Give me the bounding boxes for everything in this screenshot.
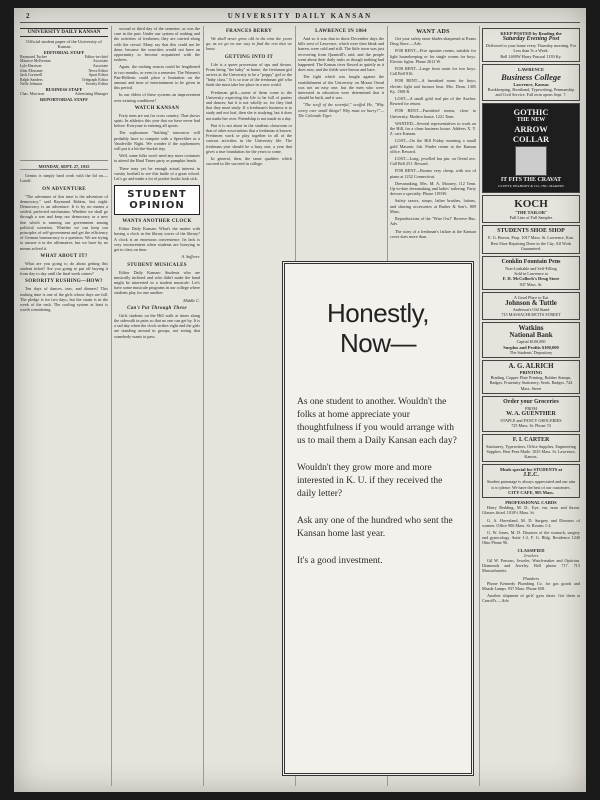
getting-text-2: Freshman girls—some of them come to the University expecting the life to be full of parties and dances; but it is not wholly so, for they find that they must study. If a freshman's business is to study and not loaf, then she is studying, but it does not make her over. Friendship is not made in a day.: [206, 89, 292, 121]
rushing-text-3: In our eldest of these systems an improvement over existing conditions?: [114, 92, 200, 103]
collar-illustration: [515, 146, 547, 176]
want-ad-item: FOR RENT—Five upstairs rooms, suitable for light housekeeping or for single rooms for boys. Electric lights. Phone 2612 W.: [390, 48, 476, 64]
musicale-text: Editor Daily Kansan: Students who are musically inclined and who didn't make the band might be interested in a student musicale. Let's have some musicale programs in our college where students play for one another.: [114, 269, 200, 296]
sophomore-text: The sophomore "Snifting" tomorrow will probably have to compete with a Speechlier or a Vaudeville Night. We wonder if the sophomores will put it a hit-the-bucket trip.: [114, 130, 200, 152]
column-1: [20, 26, 108, 786]
staff-role: Associate: [92, 59, 108, 64]
staff-role: Sport Editor: [88, 73, 108, 78]
eat-heading: A Good Place to Eat: [513, 294, 549, 300]
editorial-staff-heading: EDITORIAL STAFF: [43, 49, 85, 55]
arrow-collar-ad: [482, 103, 580, 193]
meals-heading: Meals special for STUDENTS at: [499, 467, 563, 473]
clock-signature: A. Sufferer.: [181, 254, 200, 260]
professional-card: G. A. Haverland, M. D. Surgery and Diseases of women. Office 906 Mass. St. Rooms 1-2.: [482, 517, 580, 528]
watkins-bank-ad: [482, 322, 580, 358]
staff-name: Maurice McKernan: [20, 59, 51, 64]
what-about-text: What are you going to do about getting this student ticket? Are you going to put off buying it from day to day until the final week comes?: [20, 260, 108, 277]
paper-subtitle: Official student paper of the University of Kansas: [26, 39, 102, 50]
cant-heading: Can't Put Through These: [127, 305, 187, 311]
clock-text: Editor Daily Kansan: What's the matter with having a clock in the library tower of the library? A clock is an enormous convenience. Its lack is very inconvenient when students are hurrying to get to class on time.: [114, 226, 200, 253]
eat-name: Johnson & Tuttle: [505, 299, 557, 308]
collar-line-4: COLLAR: [512, 133, 550, 144]
watch-kansan-heading: WATCH KANSAN: [134, 105, 180, 111]
student-opinion-line1: STUDENT: [127, 189, 187, 201]
alrich-heading: A. G. ALRICH: [508, 362, 554, 371]
want-ad-item: Reproductions of the "Wise Owl" Reserve Bus. Adv.: [390, 216, 476, 227]
koch-sub: "THE TAILOR": [514, 210, 548, 216]
shoe-shop-text: E. G. Brown, Prop. 1017 Mass. St. Lawrence, Kan. Best Shoe Repairing Done in the City. All Work Guaranteed.: [488, 235, 574, 251]
koch-sub-2: Full Line of Fall Samples: [509, 215, 553, 221]
staff-name: Raymond Tucker: [20, 54, 47, 59]
football-text: There may yet be enough actual interest in varsity football to see this battle of a great school. Let's go and make a lot of pocket books look sick.: [114, 165, 200, 182]
staff-name: Nelle Johnson: [20, 82, 43, 87]
collar-maker: CLUETT, PEABODY & CO., INC. MAKERS: [498, 183, 564, 188]
ad-paragraph-2: Wouldn't they grow more and more interested in K. U. if they received the daily letter?: [297, 463, 443, 499]
conklin-store: F. D. McColloch's Drug Store: [502, 276, 560, 282]
watkins-surplus: Surplus and Profits $100,000: [503, 344, 559, 350]
hard-times-text: Well, some folks won't need any more costumes to attend the Hard Times party as pumpkin heads.: [114, 153, 200, 164]
ad-title-line2: Now—: [339, 328, 416, 358]
jewelers-heading: Jewelers: [523, 552, 539, 558]
freshman-note: The story of a freshman's failure at the Kansan cover does more than.: [390, 228, 476, 239]
alrich-printing-ad: [482, 360, 580, 394]
staff-name: John Mossmer: [20, 68, 43, 73]
paper-nameplate: UNIVERSITY DAILY KANSAN: [20, 28, 108, 37]
want-ad-item: LOST—Long, jewelled bar pin, on Oread ave. Call Bell 251. Reward.: [390, 156, 476, 167]
plumbers-text: Phone Kennedy Plumbing Co. for gas goods and Mazda Lamps. 937 Mass. Phone 658.: [482, 580, 580, 591]
eat-address: 715 MASSACHUSETTS STREET: [501, 312, 561, 318]
sorority-heading: SORORITY RUSHING—HOW?: [25, 279, 103, 285]
cant-text: Girls students on the Hill walk at times along the sidewalk in pairs so that no one can get by. It is a sad day when the clock strikes eight and the girls are standing around in groups, not seeing that somebody wants to pass.: [114, 312, 200, 339]
carter-name: F. I. CARTER: [512, 436, 550, 443]
jewelers-text: Gil W. Parsons, Jeweler, Watch-maker and Optician. Diamonds and Jewelry. Bell phone 717. 713 Massachusetts.: [482, 557, 580, 574]
alrich-sub: PRINTING: [519, 370, 543, 376]
masthead-title: UNIVERSITY DAILY KANSAN: [227, 12, 373, 20]
meals-text: Student patronage is always appreciated and our aim is to please. We have the best of our customers.: [486, 479, 576, 490]
masthead: [14, 12, 586, 20]
getting-heading: GETTING INTO IT: [224, 54, 274, 60]
frances-heading: FRANCES BERRY: [225, 29, 273, 34]
staff-block-placeholder: [20, 102, 108, 161]
saturday-post-text: Delivered to your home every Thursday morning. For Less than 5c a Week.: [485, 43, 577, 54]
ad-paragraph-3: Ask any one of the hundred who sent the Kansan home last year.: [297, 516, 453, 539]
want-ad-item: Dressmaking, Mrs. M. A. Mooney, 112 Tenn. Up-to-date dressmaking and ladies' tailoring. Party dresses a specialty. Phone 1193W.: [390, 180, 476, 197]
johnson-tuttle-ad: [482, 292, 580, 321]
business-college-heading: LAWRENCE: [517, 66, 544, 72]
conklin-address: 847 Mass. St.: [519, 281, 543, 287]
carter-text: Stationery, Typewriters, Office Supplies, Engineering Supplies. Best Pens Made. 1025 Mass. St. Lawrence, Kansas.: [486, 443, 576, 459]
date-line: MONDAY, SEPT. 27, 1915: [20, 164, 108, 170]
want-ads-intro: Get your safety razor blades sharpened at Evans Drug Store.—Adv.: [390, 36, 476, 47]
shoe-shop-heading: STUDENTS SHOE SHOP: [497, 228, 565, 235]
staff-name: Ralph Sanders: [20, 77, 43, 82]
collar-line-5: IT FITS THE CRAVAT: [500, 176, 562, 183]
staff-role: News Editor: [88, 68, 108, 73]
staff-role: Advertising Manager: [74, 92, 108, 97]
watch-kansan-text: Forty men are out for cross country. That shows spirit. In athletics this year that we have never had before. Everyone is entering all sports.: [114, 112, 200, 129]
conklin-sub: Non-Leakable and Self-Filling: [505, 266, 557, 272]
column-4: [298, 26, 384, 254]
groceries-from: FROM: [525, 405, 537, 411]
column-rule: [479, 26, 480, 786]
watkins-name: National Bank: [509, 331, 553, 340]
musicale-heading: STUDENT MUSICALES: [127, 262, 187, 268]
staff-role: Associate: [92, 64, 108, 68]
what-about-heading: WHAT ABOUT IT?: [40, 253, 88, 259]
want-ad-item: FOR RENT—Large front room for two boys. Call Bell 816.: [390, 66, 476, 77]
reportorial-staff-heading: REPORTORIAL STAFF: [39, 96, 89, 102]
masthead-rule: [20, 22, 580, 23]
poem-text: We shall never grow old in the time the years go, as we go on our way to find the rest that we know.: [206, 36, 292, 52]
page-number: 2: [26, 12, 32, 20]
staff-name: Jack Cornwell: [20, 73, 43, 78]
business-college-ad: [482, 64, 580, 101]
saturday-post-ad: [482, 28, 580, 62]
groceries-heading: Order your Groceries: [503, 398, 559, 405]
column-rule: [203, 26, 204, 786]
honestly-now-ad: [282, 261, 474, 776]
conklin-heading: Conklin Fountain Pens: [501, 259, 561, 266]
lawrence-text-1: And so it was that in those December days the hills west of Lawrence, which were then bleak and barren, were cold and still. The little town was just recovering from Quantrill's raid, and the people went about their daily tasks as though nothing had happened. The Kansas river flowed as quietly as it does now, and the fields were brown and bare.: [298, 36, 384, 73]
meals-name: J.E.C.: [523, 472, 539, 479]
sorority-text: Ten days of dances, teas, and dinners! This rushing time is one of the girls whose days are full. The pledge is for two days, but the strain is in the week of the rush. The cooling system at least is worth considering.: [20, 286, 108, 313]
collar-line-3: ARROW: [514, 123, 548, 134]
meals-address: CITY CAFE, 905 Mass.: [508, 489, 554, 495]
business-college-sub: Lawrence, Kansas: [513, 82, 549, 88]
watkins-capital: Capital $100,000: [516, 339, 546, 345]
plumbers-heading: Plumbers: [522, 575, 540, 581]
column-2: [114, 26, 200, 786]
motto: Genius is simply hard work with the lid on.—Lutoff.: [20, 173, 108, 184]
column-rule: [111, 26, 112, 786]
staff-role: Telegraph Editor: [81, 77, 108, 82]
rushing-text-2: Again, the rushing season could be lengthened to two months, or even to a semester. The Women's Pan-Hellenic could place a limitation on the amount and time of entertainment to be given in this period.: [114, 64, 200, 91]
musicale-signature: Middle C.: [183, 297, 200, 303]
koch-name: KOCH: [514, 198, 548, 211]
saturday-post-heading: Saturday Evening Post: [502, 36, 560, 43]
collar-line-1: GOTHIC: [513, 106, 549, 117]
ad-paragraph-1: As one student to another. Wouldn't the folks at home appreciate your thoughtfulness if you would arrange with us to mail them a Daily Kansan each day?: [297, 397, 457, 446]
wisdom-quote: "The scoff of the scornful," scoffed He, "Why worry over small things? Why must we hurry?"—The Colorado Tiger.: [298, 102, 384, 118]
groceries-sub: STAPLE and FANCY GROCERIES: [500, 418, 562, 424]
student-opinion-line2: OPINION: [129, 200, 185, 212]
want-ads-list: [390, 48, 476, 226]
guenther-groceries-ad: [482, 396, 580, 432]
business-college-name: Business College: [501, 72, 561, 83]
professional-card: G. W. Jones, M. D. Diseases of the stomach, surgery and gynecology. Suite 1-2, F. G. Bldg. Residence 1240 Ohio Phone 96.: [482, 529, 580, 546]
ad-paragraph-4: It's a good investment.: [297, 556, 383, 566]
getting-text-4: In general, then, the same qualities which succeed in life succeed in college.: [206, 156, 292, 167]
groceries-name: W. A. GUENTHER: [506, 411, 556, 418]
adventure-heading: ON ADVENTURE: [42, 186, 86, 192]
ad-title-line1: Honestly,: [327, 298, 429, 328]
want-ad-item: Safety razors, strops, lather brushes, lotions, and shaving accessories at Barber & Son's, 809 Mass.: [390, 198, 476, 214]
shoe-shop-ad: [482, 225, 580, 254]
carter-ad: [482, 434, 580, 463]
want-ad-item: LOST—On the Hill Friday morning a small gold Masonic fob. Finder return to the Kansan office. Reward.: [390, 138, 476, 154]
staff-role: Society Editor: [85, 82, 108, 87]
alrich-text: Binding, Copper Plate Printing, Rubber Stamps, Badges, Fraternity Stationery, Seals, Badges. 744 Mass. Street: [489, 375, 573, 391]
want-ad-item: LOST—A small gold seal pin of the Anchor. Reward for return.: [390, 96, 476, 107]
newspaper-page: [14, 8, 586, 792]
conklin-sub-2: Sold in Lawrence at: [514, 271, 548, 277]
want-ad-item: FOR RENT—Furnished rooms, close to University. Modern house. 1221 Tenn.: [390, 108, 476, 119]
getting-text-1: Life is a queer procession of ups and downs. From being "the baby" at home, the freshman girl arrives at the University to be a "peppy" girl or the "baby class." It is so true of the freshman girl who finds she must take her place in a new world.: [206, 61, 292, 88]
column-3: [206, 26, 292, 786]
want-ad-item: WANTED—Several representatives to work on the Hill, for a clean business house. Address X. Y. Z. care Kansan.: [390, 120, 476, 137]
business-staff-heading: BUSINESS STAFF: [45, 86, 83, 92]
professional-card: Harry Redding, M. D., Eye, ear, nose and throat. Glasses fitted. 1010½ Mass. St.: [482, 505, 580, 516]
koch-tailor-ad: [482, 195, 580, 223]
want-ads-heading: WANT ADS: [416, 29, 450, 35]
want-ad-item: FOR RENT—A furnished room for boys; electric light and furnace heat. Mrs. Dean, 1305 Ky. 1308 R.: [390, 78, 476, 94]
professional-heading: PROFESSIONAL CARDS: [505, 499, 557, 505]
watkins-sub: The Students' Depository: [509, 349, 553, 355]
staff-name: Lyle Harrison: [20, 64, 42, 68]
adventure-text: "The adventure of this time is the adventure of democracy," said Raymond Robins, last night. Democracy is an adventure. It is by no means a settled, perfected mechanism. Whether we shall go through a war and keep our democracy or a new line which is running our government among political scientists. Whether we can keep our principles of self-government and get the efficiency of German bureaucracy is a question. We are trying to answer it in the affirmative, but we have by no means solved it.: [20, 193, 108, 251]
editorial-staff-list: [20, 55, 108, 87]
keep-posted-text: KEEP POSTED by Reading the: [500, 31, 562, 36]
rushing-text-1: second or third day of the semester, as was the case in the past. Under our system of rushing and the activities of freshmen, they are carried along with the crowd. Many say that this could not be done, because the sororities would not have an opportunity to become acquainted with the rushees.: [114, 26, 200, 63]
saturday-post-phone: Bell 1469W Harry Pascual 1139 Ky.: [500, 53, 562, 59]
watkins-heading: Watkins: [518, 324, 544, 333]
gym-shoes-text: Another shipment of girls' gym shoes. Get them at Carroll's.—Adv.: [482, 593, 580, 604]
student-opinion-logo: [114, 185, 200, 215]
column-6-ads: [482, 26, 580, 786]
conklin-pen-ad: [482, 256, 580, 290]
column-5: [390, 26, 476, 254]
clock-heading: WANTS ANOTHER CLOCK: [122, 219, 192, 225]
collar-line-2: THE NEW: [516, 116, 546, 123]
staff-role: Editor-in-chief: [84, 54, 108, 59]
classified-heading: CLASSIFIED: [517, 547, 545, 553]
lawrence-text-2: The fight which was fought against the establishment of the University on Mount Oread was not an easy one, but the men who were interested in education were determined that it should be built, and it was.: [298, 74, 384, 101]
staff-name: Chas. Morrison: [20, 92, 45, 97]
city-cafe-ad: [482, 464, 580, 498]
getting-text-3: But it is not alone in the students classroom or that of other associations that a freshman is known. Freshmen work or play together in all of the various activities in the University life. The freshman year should be a busy one, a year that gives a true foundation for the years to come.: [206, 122, 292, 154]
eat-sub: Anderson's Old Stand: [512, 307, 550, 313]
professional-cards-list: [482, 505, 580, 545]
want-ad-item: FOR RENT—Rooms very cheap, with use of piano at 1232 Connecticut.: [390, 168, 476, 179]
business-college-text: Bookkeeping, Shorthand, Typewriting, Penmanship and Civil Service. Fall term opens Sept. 7.: [487, 87, 575, 98]
lawrence-heading: LAWRENCE IN 1864: [315, 29, 367, 34]
groceries-address: 725 Mass. St. Phone 74: [511, 423, 551, 429]
